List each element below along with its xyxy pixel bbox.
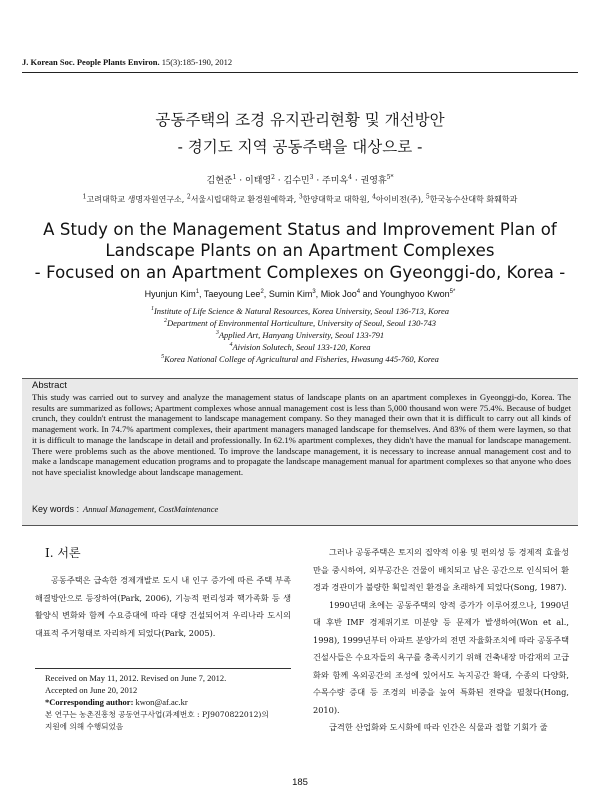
author-ko: 김현준 [206,176,233,186]
journal-header [22,57,232,67]
keywords-value: Annual Management, CostMaintenance [83,504,219,514]
intro-paragraph: 그러나 공동주택은 토지의 집약적 이용 및 편의성 등 경제적 효율성만을 중시하여, 외부공간은 건물이 배치되고 남은 공간으로 인식되어 환경과 경관미가 불량한 획일적인 환경을 초래하게 되었다(Song, 1987). [313,547,569,592]
keywords [32,504,218,514]
footnote-accepted: Accepted on June 20, 2012 [45,685,138,695]
header-rule [22,72,578,73]
page-number: 185 [292,777,308,788]
affil-ko: 한국농수산대학 화훼학과 [429,195,518,204]
intro-paragraph: 1990년대 초에는 공동주택의 양적 증가가 이루어졌으나, 1990년대 후반 IMF 경제위기로 미분양 등 문제가 발생하여(Won et al., 1998), 1999년부터 아파트 분양가의 전면 자율화조치에 따라 공동주택 건설사들은 수요자들의 욕구를 충족시키기 위해 건축내장 마감재의 고급화와 함께 옥외공간의 조성에 있어서도 녹지공간 확대, 수종의 다양화, 수목수량 증대 등 조경의 비중을 높여 특화된 전략을 펼쳤다(Hong, 2010). [313,599,569,715]
author-en: Sumin Kim [268,289,313,299]
english-title-line3: - Focused on an Apartment Complexes on Gyeonggi-do, Korea - [34,263,566,282]
journal-name: J. Korean Soc. People Plants Environ. [22,57,160,67]
author-en: Hyunjun Kim [144,289,196,299]
keywords-label: Key words : [32,504,80,514]
footnote-rule [35,668,291,669]
author-en: Miok Joo [320,289,357,299]
affil-ko: 한양대학교 대학원, [302,195,370,204]
author-ko: 권영휴 [360,176,387,186]
english-affiliation: $^5$Korea National College of Agricultural and Fisheries, Hwasung 445-760, Korea [161,354,439,364]
author-ko: 이태영 [245,176,272,186]
intro-paragraph: 급격한 산업화와 도시화에 따라 인간은 식물과 접할 기회가 줄 [329,722,548,732]
author-ko: 김수민 [283,176,310,186]
abstract-text: This study was carried out to survey and analyze the management status of landscape plants on an apartment complexes in Gyeonggi-do, Korea. The results are summarized as follows; Apartment complexes whose annual management cost is less than 5,000 thousand won were 75.4%. Because of budget crunch, they couldn't entrust the management to landscape management company. So they managed their own that it is difficult to carry out all kinds of management work. In 74.7% apartment complexes, their apartment managers managed landscape for themselves. And 83% of them were laymen, so that it is difficult to manage the landscape in detail and professionally. In 62.1% apartment complexes, they didn't have the manual for landscape management. There were problems such as the above mentioned. To improve the landscape management, it is necessary to increase annual management cost and to make a landscape management education programs and to propagate the landscape management manual for apartment complexes so that anyone who does not have specialist knowledge about landscape management. [32,392,571,477]
english-affiliation: $^4$Aivision Solutech, Seoul 133-120, Korea [229,342,371,352]
abstract-heading: Abstract [32,380,67,391]
english-affiliation: $^2$Department of Environmental Horticulture, University of Seoul, Seoul 130-743 [164,318,436,328]
korean-affiliations: $^1$고려대학교 생명자원연구소, $^2$서울시립대학교 환경원예학과, $^3$한양대학교 대학원, $^4$아이비전(주), $^5$한국농수산대학 화훼학과 [82,193,518,204]
footnote-corresponding: *Corresponding author: kwon@af.ac.kr [45,697,188,707]
affil-ko: 아이비전(주), [375,195,424,204]
korean-authors: 김현준$^1$ · 이태영$^2$ · 김수민$^3$ · 주미옥$^4$ · 권영휴$^{5*}$ [206,174,394,186]
korean-title-line2: - 경기도 지역 공동주택을 대상으로 - [177,138,423,156]
intro-left-paragraph: 공동주택은 급속한 경제개발로 도시 내 인구 증가에 따른 주택 부족 해결방안으로 등장하여(Park, 2006), 기능적 편리성과 핵가족화 등 생활양식 변화와 함께 수요증대에 따라 대량 건설되어져 우리나라 도시의 대표적 주거형태로 자리하게 되었다(Park, 2005). [35,575,291,638]
english-title-line1: A Study on the Management Status and Improvement Plan of [43,220,557,239]
footnote-funding-line1: 본 연구는 농촌진흥청 공동연구사업(과제번호 : PJ9070822012)의 [45,710,269,719]
korean-title-line1: 공동주택의 조경 유지관리현황 및 개선방안 [155,111,445,129]
footnote-funding-line2: 지원에 의해 수행되었음 [45,722,124,731]
intro-right-column [313,544,569,737]
english-affiliation: $^3$Applied Art, Hanyang University, Seoul 133-791 [215,330,385,340]
affil-ko: 서울시립대학교 환경원예학과, [190,195,297,204]
section-heading-introduction: Ⅰ. 서론 [45,546,81,560]
author-en: and Younghyoo Kwon [362,289,450,299]
author-en: Taeyoung Lee [203,289,261,299]
author-ko: 주미옥 [322,176,349,186]
volume-pages: 15(3):185-190, 2012 [161,57,233,67]
english-title-line2: Landscape Plants on an Apartment Complexes [105,241,495,260]
affil-ko: 고려대학교 생명자원연구소, [86,195,185,204]
footnote-received: Received on May 11, 2012. Revised on June 7, 2012. [45,673,227,683]
english-authors: Hyunjun Kim$^1$, Taeyoung Lee$^2$, Sumin Kim$^3$, Miok Joo$^4$ and Younghyoo Kwon$^{5*}$ [144,289,456,299]
corresponding-email: kwon@af.ac.kr [135,697,188,707]
english-affiliation: $^1$Institute of Life Science & Natural Resources, Korea University, Seoul 136-713, Korea [150,306,450,316]
